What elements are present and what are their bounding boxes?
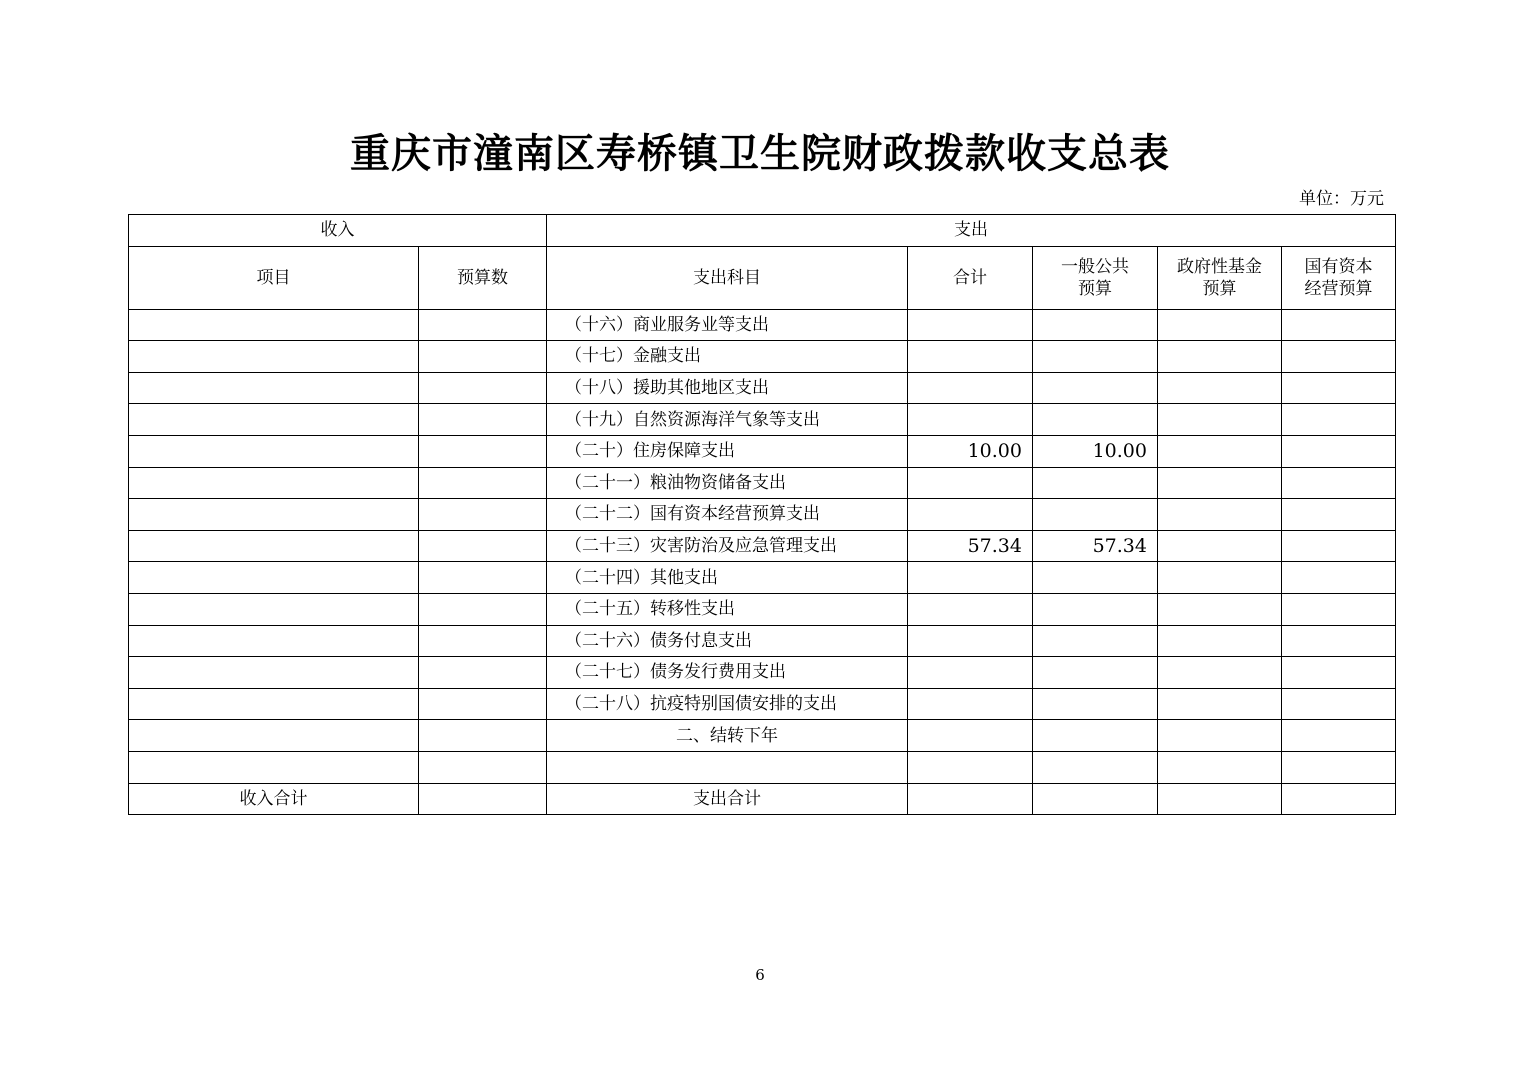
- gov-fund-cell: [1158, 751, 1282, 783]
- total-cell: [908, 720, 1033, 752]
- income-item-cell: [129, 341, 419, 373]
- table-row: [129, 625, 1396, 657]
- general-public-cell: [1033, 499, 1158, 531]
- general-public-cell: [1033, 467, 1158, 499]
- income-item-cell: [129, 593, 419, 625]
- general-public-cell: [1033, 372, 1158, 404]
- expense-subject-cell: （十九）自然资源海洋气象等支出: [547, 404, 908, 436]
- general-public-cell: [1033, 341, 1158, 373]
- income-budget-cell: [419, 467, 547, 499]
- general-public-cell: [1033, 404, 1158, 436]
- total-cell: [908, 372, 1033, 404]
- general-public-budget-header: [1033, 246, 1158, 309]
- budget-header: 预算数: [419, 246, 547, 309]
- income-total-label: 收入合计: [129, 783, 419, 815]
- expense-subject-header: 支出科目: [547, 246, 908, 309]
- income-total-value: [419, 783, 547, 815]
- income-header: 收入: [129, 215, 547, 247]
- page-number: 6: [755, 966, 765, 984]
- item-header: 项目: [129, 246, 419, 309]
- expense-subject-cell: （二十二）国有资本经营预算支出: [547, 499, 908, 531]
- carry-over-label: 二、结转下年: [547, 720, 908, 752]
- expense-subject-cell: （十七）金融支出: [547, 341, 908, 373]
- total-cell: [908, 657, 1033, 689]
- state-capital-cell: [1282, 720, 1396, 752]
- total-cell: [908, 751, 1033, 783]
- table-row: [129, 341, 1396, 373]
- header-row-2: [129, 246, 1396, 309]
- general-public-cell: [1033, 783, 1158, 815]
- state-capital-cell: [1282, 404, 1396, 436]
- general-public-cell: [1033, 309, 1158, 341]
- state-capital-cell: [1282, 499, 1396, 531]
- total-cell: 57.34: [908, 530, 1033, 562]
- expense-subject-cell: （二十三）灾害防治及应急管理支出: [547, 530, 908, 562]
- general-public-cell: 10.00: [1033, 435, 1158, 467]
- gov-fund-cell: [1158, 688, 1282, 720]
- general-public-cell: [1033, 657, 1158, 689]
- total-cell: [908, 593, 1033, 625]
- income-budget-cell: [419, 625, 547, 657]
- gov-fund-cell: [1158, 435, 1282, 467]
- state-capital-cell: [1282, 309, 1396, 341]
- general-public-cell: [1033, 720, 1158, 752]
- table-row: [129, 688, 1396, 720]
- income-item-cell: [129, 751, 419, 783]
- general-public-cell: [1033, 593, 1158, 625]
- table-row: [129, 499, 1396, 531]
- income-item-cell: [129, 720, 419, 752]
- income-budget-cell: [419, 688, 547, 720]
- table-row: [129, 657, 1396, 689]
- table-row: [129, 530, 1396, 562]
- carry-over-row: [129, 720, 1396, 752]
- general-public-cell: [1033, 751, 1158, 783]
- income-item-cell: [129, 404, 419, 436]
- income-item-cell: [129, 657, 419, 689]
- gov-fund-cell: [1158, 593, 1282, 625]
- gov-fund-cell: [1158, 499, 1282, 531]
- income-budget-cell: [419, 435, 547, 467]
- expense-subject-cell: （二十四）其他支出: [547, 562, 908, 594]
- gov-fund-cell: [1158, 783, 1282, 815]
- gov-fund-line1: 政府性基金: [1177, 256, 1262, 277]
- income-item-cell: [129, 562, 419, 594]
- header-row-1: [129, 215, 1396, 247]
- state-capital-cell: [1282, 341, 1396, 373]
- total-cell: [908, 562, 1033, 594]
- total-cell: [908, 404, 1033, 436]
- expense-total-label: 支出合计: [547, 783, 908, 815]
- state-capital-cell: [1282, 688, 1396, 720]
- state-capital-cell: [1282, 435, 1396, 467]
- empty-row: [129, 751, 1396, 783]
- income-budget-cell: [419, 341, 547, 373]
- state-capital-cell: [1282, 593, 1396, 625]
- income-budget-cell: [419, 657, 547, 689]
- income-item-cell: [129, 309, 419, 341]
- total-cell: [908, 499, 1033, 531]
- gov-fund-cell: [1158, 309, 1282, 341]
- general-public-cell: 57.34: [1033, 530, 1158, 562]
- gov-fund-cell: [1158, 341, 1282, 373]
- table-row: [129, 562, 1396, 594]
- gov-fund-cell: [1158, 562, 1282, 594]
- state-capital-cell: [1282, 562, 1396, 594]
- general-public-cell: [1033, 688, 1158, 720]
- income-item-cell: [129, 530, 419, 562]
- expense-subject-cell: （二十一）粮油物资储备支出: [547, 467, 908, 499]
- general-public-cell: [1033, 625, 1158, 657]
- gov-fund-cell: [1158, 467, 1282, 499]
- expense-subject-cell: [547, 751, 908, 783]
- total-cell: [908, 341, 1033, 373]
- income-item-cell: [129, 688, 419, 720]
- expense-subject-cell: （十八）援助其他地区支出: [547, 372, 908, 404]
- income-budget-cell: [419, 309, 547, 341]
- income-budget-cell: [419, 499, 547, 531]
- table-row: [129, 467, 1396, 499]
- income-budget-cell: [419, 720, 547, 752]
- income-item-cell: [129, 435, 419, 467]
- income-item-cell: [129, 625, 419, 657]
- income-budget-cell: [419, 593, 547, 625]
- expense-subject-cell: （二十八）抗疫特别国债安排的支出: [547, 688, 908, 720]
- gov-fund-cell: [1158, 530, 1282, 562]
- state-capital-cell: [1282, 467, 1396, 499]
- state-capital-cell: [1282, 530, 1396, 562]
- gov-fund-cell: [1158, 657, 1282, 689]
- state-capital-cell: [1282, 372, 1396, 404]
- table-row: [129, 309, 1396, 341]
- total-cell: [908, 783, 1033, 815]
- state-capital-line1: 国有资本: [1304, 256, 1373, 277]
- total-cell: [908, 467, 1033, 499]
- income-budget-cell: [419, 530, 547, 562]
- gov-fund-cell: [1158, 720, 1282, 752]
- total-cell: [908, 688, 1033, 720]
- income-budget-cell: [419, 562, 547, 594]
- state-capital-budget-header: [1282, 246, 1396, 309]
- income-budget-cell: [419, 372, 547, 404]
- table-row: [129, 593, 1396, 625]
- expense-subject-cell: （二十五）转移性支出: [547, 593, 908, 625]
- general-public-cell: [1033, 562, 1158, 594]
- unit-label: 单位：万元: [1299, 189, 1384, 209]
- total-cell: [908, 309, 1033, 341]
- gov-fund-line2: 预算: [1202, 278, 1237, 299]
- expense-subject-cell: （十六）商业服务业等支出: [547, 309, 908, 341]
- gov-fund-cell: [1158, 625, 1282, 657]
- gov-fund-budget-header: [1158, 246, 1282, 309]
- expense-subject-cell: （二十）住房保障支出: [547, 435, 908, 467]
- income-item-cell: [129, 499, 419, 531]
- income-item-cell: [129, 372, 419, 404]
- state-capital-cell: [1282, 751, 1396, 783]
- totals-row: [129, 783, 1396, 815]
- table-row: [129, 372, 1396, 404]
- general-public-line1: 一般公共: [1061, 256, 1129, 277]
- gov-fund-cell: [1158, 372, 1282, 404]
- state-capital-cell: [1282, 625, 1396, 657]
- total-header: 合计: [908, 246, 1033, 309]
- income-item-cell: [129, 467, 419, 499]
- state-capital-cell: [1282, 657, 1396, 689]
- expense-header: 支出: [547, 215, 1396, 247]
- budget-table: [128, 214, 1396, 815]
- table-row: [129, 435, 1396, 467]
- page-title: 重庆市潼南区寿桥镇卫生院财政拨款收支总表: [350, 130, 1170, 177]
- expense-subject-cell: （二十六）债务付息支出: [547, 625, 908, 657]
- state-capital-line2: 经营预算: [1304, 278, 1373, 299]
- gov-fund-cell: [1158, 404, 1282, 436]
- state-capital-cell: [1282, 783, 1396, 815]
- income-budget-cell: [419, 404, 547, 436]
- table-row: [129, 404, 1396, 436]
- total-cell: 10.00: [908, 435, 1033, 467]
- general-public-line2: 预算: [1078, 278, 1112, 299]
- total-cell: [908, 625, 1033, 657]
- income-budget-cell: [419, 751, 547, 783]
- expense-subject-cell: （二十七）债务发行费用支出: [547, 657, 908, 689]
